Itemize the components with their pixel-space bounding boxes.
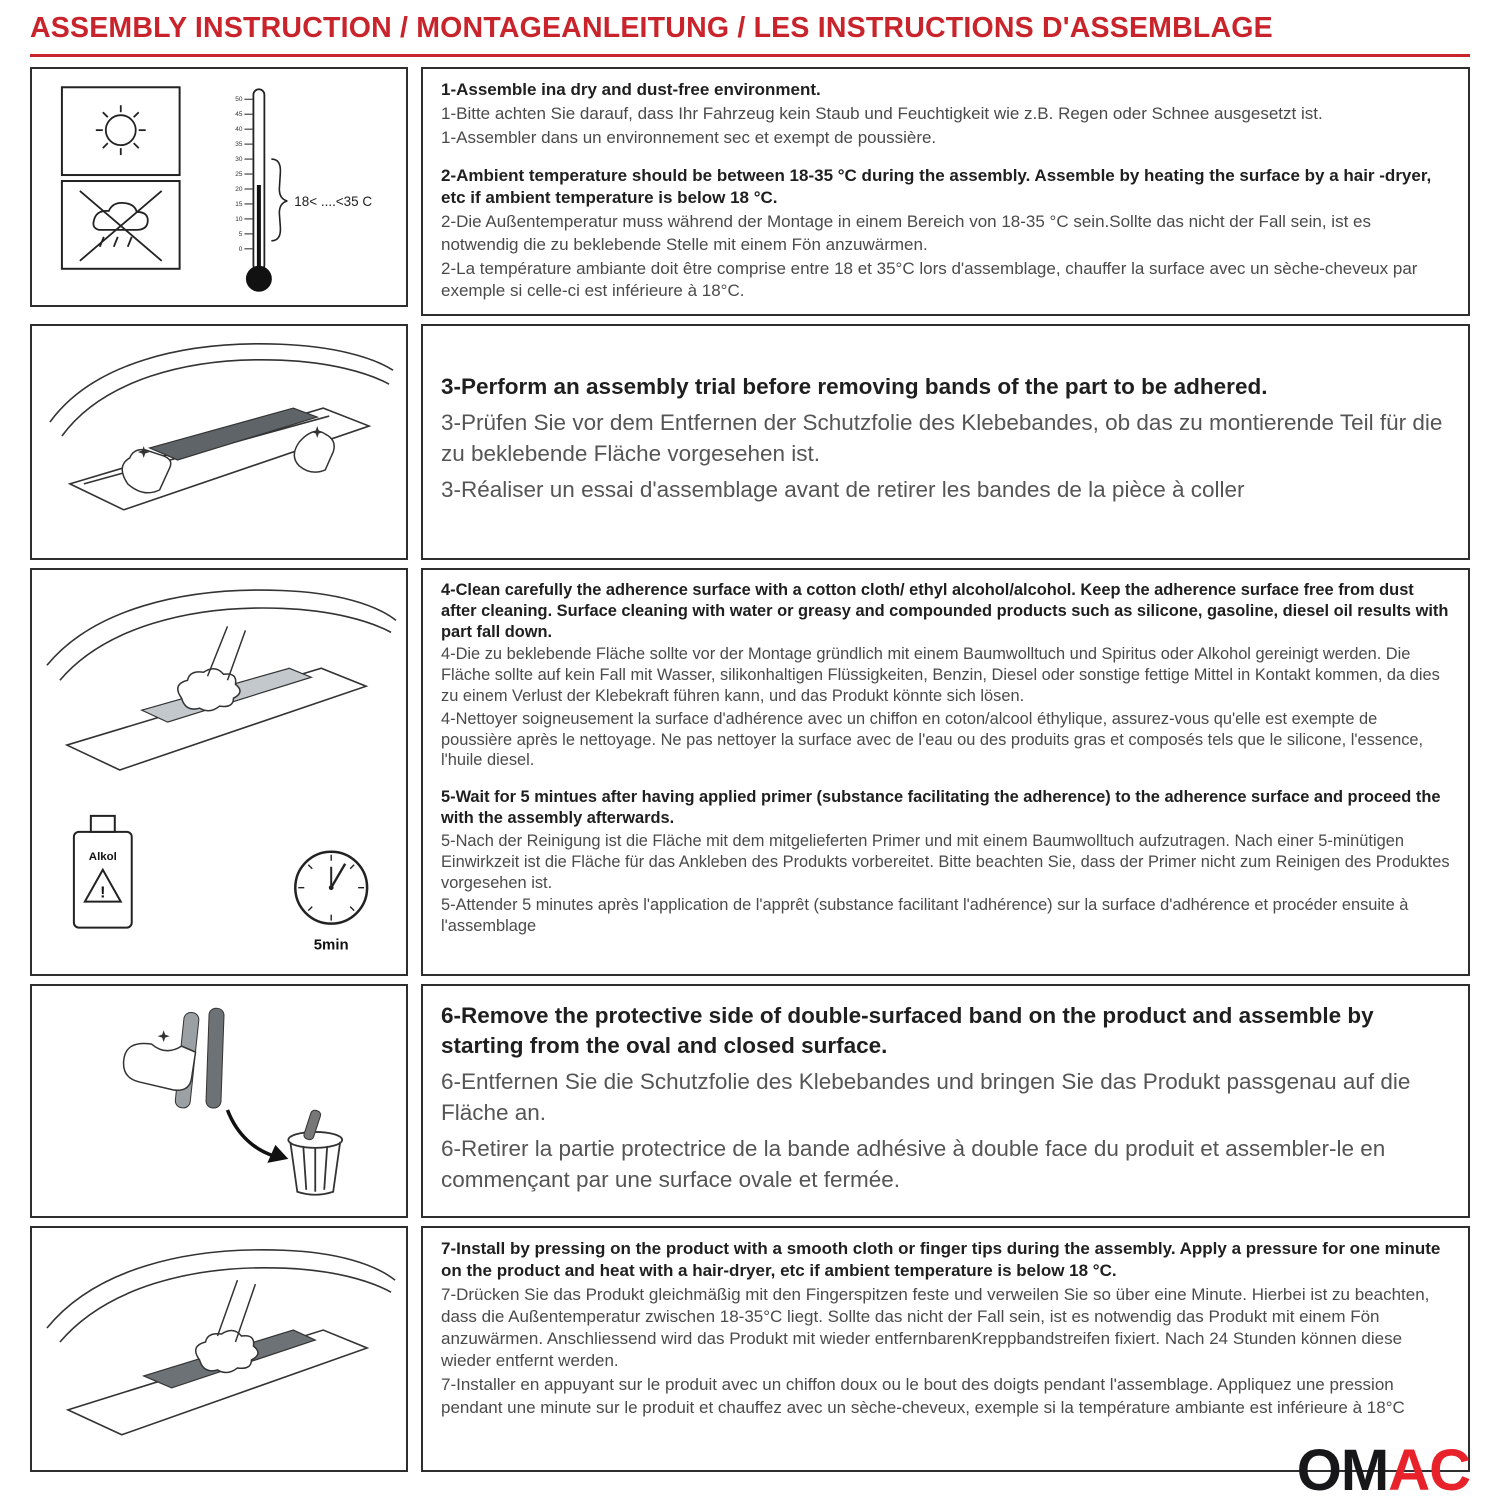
omac-logo xyxy=(1296,1438,1470,1503)
svg-text:15: 15 xyxy=(235,200,243,208)
sun-icon xyxy=(96,105,146,155)
svg-text:35: 35 xyxy=(235,141,243,149)
instruction-row-1 xyxy=(30,67,1470,316)
instruction-step: 6-Retirer la partie protectrice de la bande adhésive à double face du produit et assembler-le en commençant par une surface ovale et fermée. xyxy=(441,1136,1386,1192)
illustration-panel-trial xyxy=(30,324,408,560)
instruction-step: 4-Nettoyer soigneusement la surface d'adhérence avec un chiffon en coton/alcool éthylique, assurez-vous qu'elle est exempte de poussière après le nettoyage. Ne pas nettoyer la surface avec de l'eau ou des produits gras et composés tels que le silicone, l'essence, l'huile diesel. xyxy=(441,709,1424,770)
svg-text:0: 0 xyxy=(238,245,243,253)
sparkle-icon xyxy=(158,1030,170,1042)
bottle-label: Alkol xyxy=(88,850,117,863)
environment-temperature-illustration xyxy=(32,69,406,305)
svg-text:5: 5 xyxy=(238,230,243,238)
svg-text:45: 45 xyxy=(235,111,243,119)
temperature-range-label: 18< ....<35 C xyxy=(294,193,373,209)
instruction-step: 1-Bitte achten Sie darauf, dass Ihr Fahrzeug kein Staub und Feuchtigkeit wie z.B. Regen oder Schnee ausgesetzt ist. xyxy=(441,104,1323,124)
assembly-trial-illustration xyxy=(32,326,406,558)
instruction-step: 2-Die Außentemperatur muss während der Montage in einem Bereich von 18-35 °C sein.Sollte das nicht der Fall sein, ist es notwendig die zu beklebende Stelle mit einem Fön anzuwärmen. xyxy=(441,212,1371,254)
title-underline xyxy=(30,54,1470,57)
instruction-step: 3-Perform an assembly trial before removing bands of the part to be adhered. xyxy=(441,374,1268,400)
svg-text:10: 10 xyxy=(235,215,243,223)
instruction-step: 6-Remove the protective side of double-surfaced band on the product and assemble by starting from the oval and closed surface. xyxy=(441,1002,1374,1059)
instruction-step: 7-Install by pressing on the product with a smooth cloth or finger tips during the assembly. Apply a pressure for one minute on the product and heat with a hair-dryer, etc if ambient temperature is below 18 °C. xyxy=(441,1238,1441,1280)
logo-text-red: AC xyxy=(1388,1438,1470,1503)
svg-text:20: 20 xyxy=(235,185,243,193)
instruction-row-3 xyxy=(30,568,1470,976)
instruction-step: 7-Installer en appuyant sur le produit avec un chiffon doux ou le bout des doigts pendant l'assemblage. Appliquez une pression pendant une minute sur le produit et chauffez avec un sèche-cheveux, exemple si la température ambiante est inférieure à 18°C xyxy=(441,1375,1405,1417)
press-product-illustration xyxy=(32,1228,406,1470)
instruction-text-4 xyxy=(421,984,1470,1218)
hand-icon xyxy=(124,1043,196,1090)
instruction-text-5 xyxy=(421,1226,1470,1472)
instruction-step: 1-Assemble ina dry and dust-free environment. xyxy=(441,80,821,99)
timer-label: 5min xyxy=(313,936,349,954)
cloth-icon xyxy=(196,1330,258,1372)
page-title: ASSEMBLY INSTRUCTION / MONTAGEANLEITUNG / LES INSTRUCTIONS D'ASSEMBLAGE xyxy=(30,12,1273,44)
instruction-text-3 xyxy=(421,568,1470,976)
trash-bin-icon xyxy=(288,1132,342,1195)
instruction-step: 4-Clean carefully the adherence surface with a cotton cloth/ ethyl alcohol/alcohol. Keep the adherence surface free from dust after cleaning. Surface cleaning with water or greasy and compounded products such as silicone, gasoline, diesel oil results with part fall down. xyxy=(441,580,1449,641)
no-rain-icon xyxy=(80,191,162,261)
instruction-row-5 xyxy=(30,1226,1470,1472)
logo-text-black: OM xyxy=(1296,1438,1389,1503)
svg-text:40: 40 xyxy=(235,126,243,134)
instruction-row-4 xyxy=(30,984,1470,1218)
instruction-step: 3-Prüfen Sie vor dem Entfernen der Schutzfolie des Klebebandes, ob das zu montierende Teil für die zu beklebende Fläche vorgesehen ist. xyxy=(441,410,1443,466)
illustration-panel-press xyxy=(30,1226,408,1472)
clock-icon xyxy=(295,852,367,954)
illustration-panel-environment xyxy=(30,67,408,307)
instruction-row-2 xyxy=(30,324,1470,560)
svg-text:30: 30 xyxy=(235,156,243,164)
alcohol-bottle-icon xyxy=(74,816,132,928)
instruction-step: 5-Attender 5 minutes après l'application de l'apprêt (substance facilitant l'adhérence) sur la surface d'adhérence et procéder ensuite à l'assemblage xyxy=(441,896,1409,936)
instruction-step: 5-Nach der Reinigung ist die Fläche mit dem mitgelieferten Primer und mit einem Baumwolltuch aufzutragen. Nach einer 5-minütigen Einwirkzeit ist die Fläche für das Ankleben des Produkts vorbereitet. Bitte beachten Sie, dass der Primer nicht zum Reinigen des Produktes vorgesehen ist. xyxy=(441,831,1450,892)
instruction-step: 5-Wait for 5 mintues after having applied primer (substance facilitating the adherence) to the adherence surface and proceed the with the assembly afterwards. xyxy=(441,788,1441,828)
illustration-panel-cleaning xyxy=(30,568,408,976)
svg-text:25: 25 xyxy=(235,171,243,179)
instruction-step: 6-Entfernen Sie die Schutzfolie des Klebebandes und bringen Sie das Produkt passgenau auf die Fläche an. xyxy=(441,1069,1411,1125)
cleaning-primer-illustration xyxy=(32,570,406,974)
remove-band-illustration xyxy=(32,986,406,1216)
instruction-step: 3-Réaliser un essai d'assemblage avant de retirer les bandes de la pièce à coller xyxy=(441,477,1245,503)
cloth-icon xyxy=(178,669,240,711)
instruction-step: 7-Drücken Sie das Produkt gleichmäßig mit den Fingerspitzen feste und verweilen Sie so über eine Minute. Hierbei ist zu beachten, dass die Außentemperatur zwischen 18-35°C liegt. Sollte das nicht der Fall sein, ist es notwendig das Produkt mit einem Fön anzuwärmen. Anschliessend wird das Produkt mit wieder entfernbarenKreppbandstreifen fixiert. Nach 24 Stunden können diese wieder entfernt werden. xyxy=(441,1285,1430,1371)
svg-text:50: 50 xyxy=(235,96,243,104)
instruction-step: 2-Ambient temperature should be between 18-35 °C during the assembly. Assemble by heating the surface by a hair -dryer, etc if ambient temperature is below 18 °C. xyxy=(441,166,1432,208)
instruction-step: 2-La température ambiante doit être comprise entre 18 et 35°C lors d'assemblage, chauffer la surface avec un sèche-cheveux par exemple si celle-ci est inférieure à 18°C. xyxy=(441,258,1418,300)
thermometer-icon xyxy=(235,89,372,291)
instruction-step: 1-Assembler dans un environnement sec et exempt de poussière. xyxy=(441,128,937,148)
illustration-panel-band xyxy=(30,984,408,1218)
instruction-text-1 xyxy=(421,67,1470,316)
warning-exclamation: ! xyxy=(100,884,106,902)
instruction-text-2 xyxy=(421,324,1470,560)
instruction-step: 4-Die zu beklebende Fläche sollte vor der Montage gründlich mit einem Baumwolltuch und Spiritus oder Alkohol gereinigt werden. Die Fläche sollte auf kein Fall mit Wasser, silikonhaltigen Flüssigkeiten, Benzin, Diesel oder sonstige fettige Mittel in Kontakt kommen, da dies zu einem Verlust der Klebekraft führen kann, und das Produkt könnte sich lösen. xyxy=(441,645,1440,705)
